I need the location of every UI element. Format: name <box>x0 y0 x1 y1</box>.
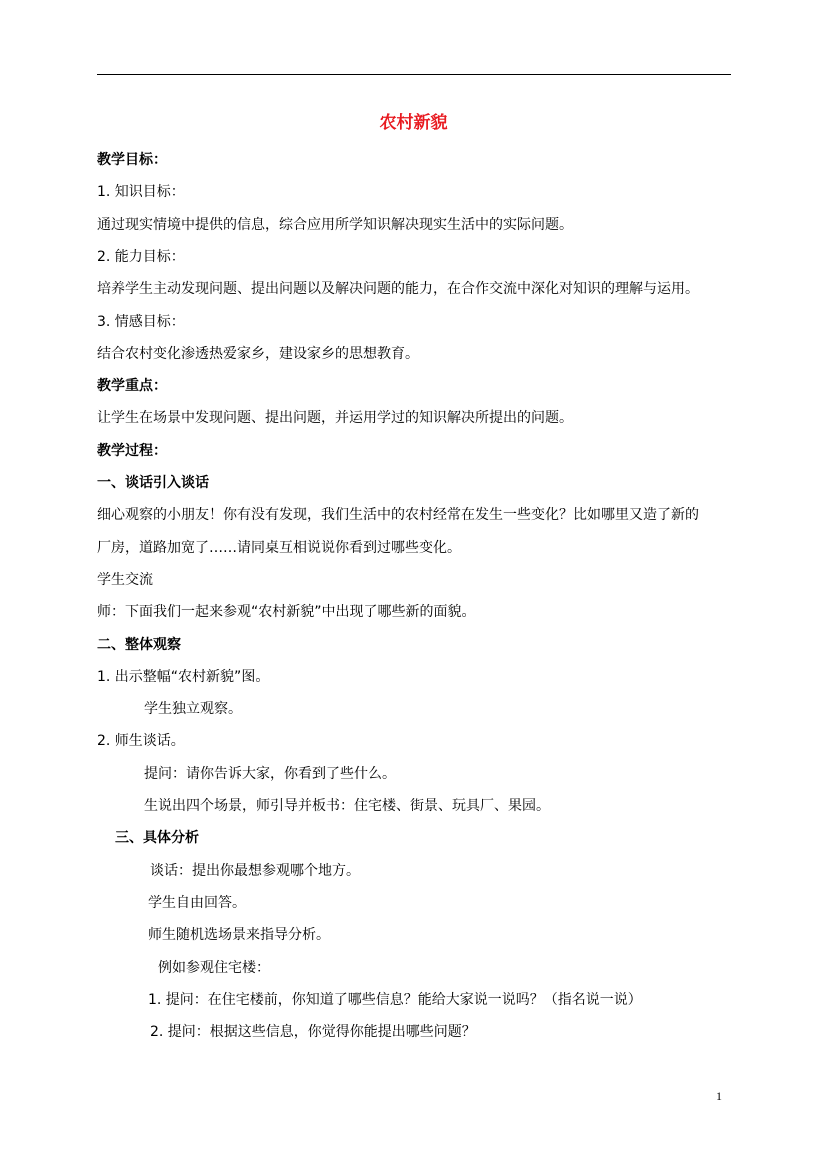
paragraph-line: 结合农村变化渗透热爱家乡，建设家乡的思想教育。 <box>97 345 419 362</box>
section-heading: 三、具体分析 <box>115 830 199 847</box>
page-number: 1 <box>716 1089 722 1103</box>
paragraph-line: 2. 提问：根据这些信息，你觉得你能提出哪些问题？ <box>150 1024 476 1041</box>
paragraph-line: 提问：请你告诉大家，你看到了些什么。 <box>144 765 396 782</box>
paragraph-line: 例如参观住宅楼： <box>158 959 270 976</box>
paragraph-line: 生说出四个场景，师引导并板书：住宅楼、街景、玩具厂、果园。 <box>144 798 550 814</box>
paragraph-line: 1. 提问：在住宅楼前，你知道了哪些信息？能给大家说一说吗？（指名说一说） <box>148 991 642 1008</box>
paragraph-line: 学生独立观察。 <box>144 701 242 718</box>
paragraph-line: 师生随机选场景来指导分析。 <box>148 927 330 944</box>
paragraph-line: 2. 能力目标： <box>97 248 185 265</box>
section-heading: 一、谈话引入谈话 <box>97 475 209 491</box>
header-rule <box>97 74 731 75</box>
paragraph-line: 培养学生主动发现问题、提出问题以及解决问题的能力，在合作交流中深化对知识的理解与运用。 <box>97 281 699 298</box>
paragraph-line: 让学生在场景中发现问题、提出问题，并运用学过的知识解决所提出的问题。 <box>97 410 573 427</box>
paragraph-line: 1. 知识目标： <box>97 184 185 201</box>
paragraph-line: 学生交流 <box>97 571 153 588</box>
paragraph-line: 师：下面我们一起来参观“农村新貌”中出现了哪些新的面貌。 <box>97 604 476 621</box>
paragraph-line: 通过现实情境中提供的信息，综合应用所学知识解决现实生活中的实际问题。 <box>97 216 573 233</box>
section-heading: 二、整体观察 <box>97 636 181 653</box>
section-heading: 教学重点： <box>97 378 167 395</box>
paragraph-line: 2. 师生谈话。 <box>97 733 185 750</box>
section-heading: 教学过程： <box>97 442 167 459</box>
paragraph-line: 厂房，道路加宽了……请同桌互相说说你看到过哪些变化。 <box>97 539 461 556</box>
paragraph-line: 细心观察的小朋友！你有没有发现，我们生活中的农村经常在发生一些变化？比如哪里又造了新的 <box>97 507 699 524</box>
paragraph-line: 1. 出示整幅“农村新貌”图。 <box>97 668 270 685</box>
paragraph-line: 学生自由回答。 <box>148 894 246 911</box>
document-title: 农村新貌 <box>379 113 448 133</box>
paragraph-line: 3. 情感目标： <box>97 313 185 330</box>
paragraph-line: 谈话：提出你最想参观哪个地方。 <box>150 862 360 879</box>
section-heading: 教学目标： <box>97 152 167 168</box>
